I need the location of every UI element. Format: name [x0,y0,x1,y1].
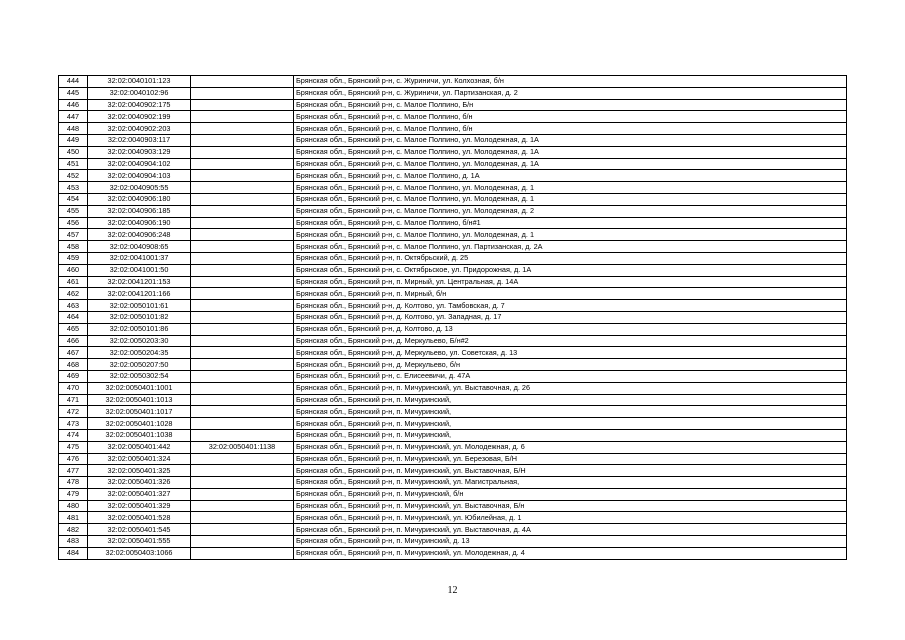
table-row [59,111,847,123]
row-number-cell: 478 [59,477,88,489]
table-row [59,205,847,217]
secondary-cadastral-number-cell [191,500,294,512]
address-cell: Брянская обл., Брянский р-н, п. Мичуринский, ул. Выставочная, д. 4А [294,524,847,536]
table-row [59,158,847,170]
row-number-cell: 460 [59,264,88,276]
row-number-cell: 452 [59,170,88,182]
cadastral-number-cell: 32:02:0050401:442 [88,441,191,453]
row-number-cell: 474 [59,429,88,441]
table-row [59,229,847,241]
address-cell: Брянская обл., Брянский р-н, с. Малое Полпино, ул. Молодежная, д. 1А [294,158,847,170]
row-number-cell: 468 [59,359,88,371]
secondary-cadastral-number-cell [191,134,294,146]
cadastral-number-cell: 32:02:0050101:82 [88,311,191,323]
row-number-cell: 451 [59,158,88,170]
cadastral-number-cell: 32:02:0050401:329 [88,500,191,512]
cadastral-number-cell: 32:02:0040908:65 [88,241,191,253]
row-number-cell: 479 [59,488,88,500]
row-number-cell: 446 [59,99,88,111]
secondary-cadastral-number-cell: 32:02:0050401:1138 [191,441,294,453]
secondary-cadastral-number-cell [191,347,294,359]
table-row [59,418,847,430]
secondary-cadastral-number-cell [191,205,294,217]
cadastral-number-cell: 32:02:0040902:203 [88,123,191,135]
address-cell: Брянская обл., Брянский р-н, п. Мичуринский, [294,418,847,430]
cadastral-number-cell: 32:02:0040906:185 [88,205,191,217]
cadastral-number-cell: 32:02:0040905:55 [88,182,191,194]
address-cell: Брянская обл., Брянский р-н, с. Малое Полпино, ул. Молодежная, д. 2 [294,205,847,217]
secondary-cadastral-number-cell [191,146,294,158]
cadastral-number-cell: 32:02:0041201:166 [88,288,191,300]
address-cell: Брянская обл., Брянский р-н, с. Малое Полпино, ул. Молодежная, д. 1 [294,182,847,194]
cadastral-number-cell: 32:02:0040903:117 [88,134,191,146]
address-cell: Брянская обл., Брянский р-н, п. Мичуринский, ул. Выставочная, Б/н [294,500,847,512]
cadastral-number-cell: 32:02:0041001:50 [88,264,191,276]
table-row [59,241,847,253]
secondary-cadastral-number-cell [191,453,294,465]
row-number-cell: 469 [59,370,88,382]
table-row [59,488,847,500]
table-row [59,394,847,406]
registry-table-body [59,76,847,560]
secondary-cadastral-number-cell [191,87,294,99]
address-cell: Брянская обл., Брянский р-н, п. Мирный, ул. Центральная, д. 14А [294,276,847,288]
table-row [59,536,847,548]
table-row [59,123,847,135]
address-cell: Брянская обл., Брянский р-н, п. Мичуринский, ул. Молодежная, д. 4 [294,547,847,559]
cadastral-number-cell: 32:02:0041001:37 [88,252,191,264]
cadastral-number-cell: 32:02:0050302:54 [88,370,191,382]
cadastral-number-cell: 32:02:0050101:61 [88,300,191,312]
secondary-cadastral-number-cell [191,536,294,548]
row-number-cell: 445 [59,87,88,99]
table-row [59,512,847,524]
table-row [59,76,847,88]
table-row [59,311,847,323]
table-row [59,406,847,418]
address-cell: Брянская обл., Брянский р-н, с. Малое Полпино, ул. Молодежная, д. 1А [294,134,847,146]
cadastral-number-cell: 32:02:0050203:30 [88,335,191,347]
row-number-cell: 470 [59,382,88,394]
row-number-cell: 444 [59,76,88,88]
secondary-cadastral-number-cell [191,111,294,123]
row-number-cell: 458 [59,241,88,253]
address-cell: Брянская обл., Брянский р-н, д. Колтово, ул. Тамбовская, д. 7 [294,300,847,312]
table-row [59,359,847,371]
secondary-cadastral-number-cell [191,76,294,88]
row-number-cell: 449 [59,134,88,146]
address-cell: Брянская обл., Брянский р-н, с. Малое Полпино, д. 1А [294,170,847,182]
row-number-cell: 484 [59,547,88,559]
cadastral-number-cell: 32:02:0050401:1017 [88,406,191,418]
cadastral-number-cell: 32:02:0050401:1013 [88,394,191,406]
secondary-cadastral-number-cell [191,123,294,135]
cadastral-number-cell: 32:02:0050401:324 [88,453,191,465]
cadastral-number-cell: 32:02:0040102:96 [88,87,191,99]
secondary-cadastral-number-cell [191,264,294,276]
address-cell: Брянская обл., Брянский р-н, с. Малое Полпино, ул. Партизанская, д. 2А [294,241,847,253]
cadastral-number-cell: 32:02:0050401:555 [88,536,191,548]
address-cell: Брянская обл., Брянский р-н, п. Мичуринский, [294,406,847,418]
secondary-cadastral-number-cell [191,300,294,312]
row-number-cell: 467 [59,347,88,359]
row-number-cell: 472 [59,406,88,418]
address-cell: Брянская обл., Брянский р-н, д. Меркульево, Б/н#2 [294,335,847,347]
row-number-cell: 482 [59,524,88,536]
registry-table [58,75,847,560]
address-cell: Брянская обл., Брянский р-н, с. Малое Полпино, б/н [294,111,847,123]
row-number-cell: 462 [59,288,88,300]
cadastral-number-cell: 32:02:0050207:50 [88,359,191,371]
cadastral-number-cell: 32:02:0040902:175 [88,99,191,111]
row-number-cell: 454 [59,193,88,205]
cadastral-number-cell: 32:02:0050204:35 [88,347,191,359]
address-cell: Брянская обл., Брянский р-н, с. Малое Полпино, ул. Молодежная, д. 1 [294,229,847,241]
address-cell: Брянская обл., Брянский р-н, п. Мичуринский, д. 13 [294,536,847,548]
table-row [59,87,847,99]
secondary-cadastral-number-cell [191,406,294,418]
secondary-cadastral-number-cell [191,359,294,371]
table-row [59,252,847,264]
secondary-cadastral-number-cell [191,429,294,441]
secondary-cadastral-number-cell [191,512,294,524]
secondary-cadastral-number-cell [191,323,294,335]
cadastral-number-cell: 32:02:0050101:86 [88,323,191,335]
table-row [59,465,847,477]
row-number-cell: 453 [59,182,88,194]
table-row [59,99,847,111]
table-row [59,477,847,489]
address-cell: Брянская обл., Брянский р-н, п. Мичуринский, ул. Юбилейная, д. 1 [294,512,847,524]
row-number-cell: 477 [59,465,88,477]
secondary-cadastral-number-cell [191,335,294,347]
cadastral-number-cell: 32:02:0041201:153 [88,276,191,288]
cadastral-number-cell: 32:02:0040903:129 [88,146,191,158]
address-cell: Брянская обл., Брянский р-н, д. Меркульево, б/н [294,359,847,371]
page-number: 12 [447,585,458,596]
table-row [59,382,847,394]
address-cell: Брянская обл., Брянский р-н, с. Елисеевичи, д. 47А [294,370,847,382]
row-number-cell: 483 [59,536,88,548]
row-number-cell: 471 [59,394,88,406]
secondary-cadastral-number-cell [191,394,294,406]
cadastral-number-cell: 32:02:0040906:190 [88,217,191,229]
secondary-cadastral-number-cell [191,229,294,241]
cadastral-number-cell: 32:02:0050401:1028 [88,418,191,430]
row-number-cell: 447 [59,111,88,123]
address-cell: Брянская обл., Брянский р-н, д. Колтово, д. 13 [294,323,847,335]
table-row [59,300,847,312]
address-cell: Брянская обл., Брянский р-н, с. Журиничи, ул. Партизанская, д. 2 [294,87,847,99]
table-row [59,264,847,276]
address-cell: Брянская обл., Брянский р-н, п. Мирный, б/н [294,288,847,300]
cadastral-number-cell: 32:02:0050401:325 [88,465,191,477]
cadastral-number-cell: 32:02:0040904:102 [88,158,191,170]
table-row [59,193,847,205]
address-cell: Брянская обл., Брянский р-н, п. Мичуринский, [294,394,847,406]
cadastral-number-cell: 32:02:0050401:1038 [88,429,191,441]
row-number-cell: 480 [59,500,88,512]
table-row [59,429,847,441]
cadastral-number-cell: 32:02:0050401:326 [88,477,191,489]
secondary-cadastral-number-cell [191,418,294,430]
secondary-cadastral-number-cell [191,182,294,194]
table-row [59,323,847,335]
cadastral-number-cell: 32:02:0040902:199 [88,111,191,123]
table-row [59,182,847,194]
secondary-cadastral-number-cell [191,524,294,536]
table-row [59,146,847,158]
row-number-cell: 464 [59,311,88,323]
row-number-cell: 459 [59,252,88,264]
secondary-cadastral-number-cell [191,370,294,382]
secondary-cadastral-number-cell [191,547,294,559]
cadastral-number-cell: 32:02:0050401:1001 [88,382,191,394]
address-cell: Брянская обл., Брянский р-н, д. Колтово, ул. Западная, д. 17 [294,311,847,323]
row-number-cell: 456 [59,217,88,229]
cadastral-number-cell: 32:02:0050401:528 [88,512,191,524]
secondary-cadastral-number-cell [191,382,294,394]
row-number-cell: 455 [59,205,88,217]
address-cell: Брянская обл., Брянский р-н, с. Малое Полпино, Б/н [294,99,847,111]
row-number-cell: 450 [59,146,88,158]
secondary-cadastral-number-cell [191,241,294,253]
row-number-cell: 481 [59,512,88,524]
table-row [59,370,847,382]
row-number-cell: 476 [59,453,88,465]
address-cell: Брянская обл., Брянский р-н, п. Мичуринский, ул. Молодежная, д. 6 [294,441,847,453]
address-cell: Брянская обл., Брянский р-н, с. Малое Полпино, б/н [294,123,847,135]
address-cell: Брянская обл., Брянский р-н, с. Малое Полпино, ул. Молодежная, д. 1А [294,146,847,158]
row-number-cell: 475 [59,441,88,453]
address-cell: Брянская обл., Брянский р-н, п. Мичуринский, ул. Выставочная, д. 26 [294,382,847,394]
secondary-cadastral-number-cell [191,488,294,500]
row-number-cell: 457 [59,229,88,241]
table-row [59,276,847,288]
row-number-cell: 473 [59,418,88,430]
address-cell: Брянская обл., Брянский р-н, п. Мичуринский, [294,429,847,441]
secondary-cadastral-number-cell [191,252,294,264]
table-row [59,547,847,559]
address-cell: Брянская обл., Брянский р-н, п. Мичуринский, ул. Березовая, Б/Н [294,453,847,465]
address-cell: Брянская обл., Брянский р-н, д. Меркульево, ул. Советская, д. 13 [294,347,847,359]
secondary-cadastral-number-cell [191,288,294,300]
row-number-cell: 461 [59,276,88,288]
cadastral-number-cell: 32:02:0050401:327 [88,488,191,500]
cadastral-number-cell: 32:02:0050401:545 [88,524,191,536]
address-cell: Брянская обл., Брянский р-н, с. Журиничи, ул. Колхозная, б/н [294,76,847,88]
table-row [59,134,847,146]
table-row [59,217,847,229]
secondary-cadastral-number-cell [191,276,294,288]
table-row [59,335,847,347]
table-row [59,170,847,182]
cadastral-number-cell: 32:02:0050403:1066 [88,547,191,559]
cadastral-number-cell: 32:02:0040904:103 [88,170,191,182]
address-cell: Брянская обл., Брянский р-н, п. Октябрьский, д. 25 [294,252,847,264]
address-cell: Брянская обл., Брянский р-н, с. Малое Полпино, ул. Молодежная, д. 1 [294,193,847,205]
cadastral-number-cell: 32:02:0040906:180 [88,193,191,205]
address-cell: Брянская обл., Брянский р-н, п. Мичуринский, ул. Магистральная, [294,477,847,489]
table-row [59,453,847,465]
secondary-cadastral-number-cell [191,158,294,170]
table-row [59,347,847,359]
secondary-cadastral-number-cell [191,99,294,111]
secondary-cadastral-number-cell [191,477,294,489]
table-row [59,500,847,512]
secondary-cadastral-number-cell [191,170,294,182]
address-cell: Брянская обл., Брянский р-н, п. Мичуринский, б/н [294,488,847,500]
secondary-cadastral-number-cell [191,193,294,205]
table-row [59,288,847,300]
address-cell: Брянская обл., Брянский р-н, с. Октябрьское, ул. Придорожная, д. 1А [294,264,847,276]
cadastral-number-cell: 32:02:0040101:123 [88,76,191,88]
address-cell: Брянская обл., Брянский р-н, п. Мичуринский, ул. Выставочная, Б/Н [294,465,847,477]
secondary-cadastral-number-cell [191,217,294,229]
row-number-cell: 465 [59,323,88,335]
secondary-cadastral-number-cell [191,311,294,323]
table-row [59,524,847,536]
row-number-cell: 448 [59,123,88,135]
row-number-cell: 466 [59,335,88,347]
table-row [59,441,847,453]
address-cell: Брянская обл., Брянский р-н, с. Малое Полпино, б/н#1 [294,217,847,229]
cadastral-number-cell: 32:02:0040906:248 [88,229,191,241]
secondary-cadastral-number-cell [191,465,294,477]
row-number-cell: 463 [59,300,88,312]
